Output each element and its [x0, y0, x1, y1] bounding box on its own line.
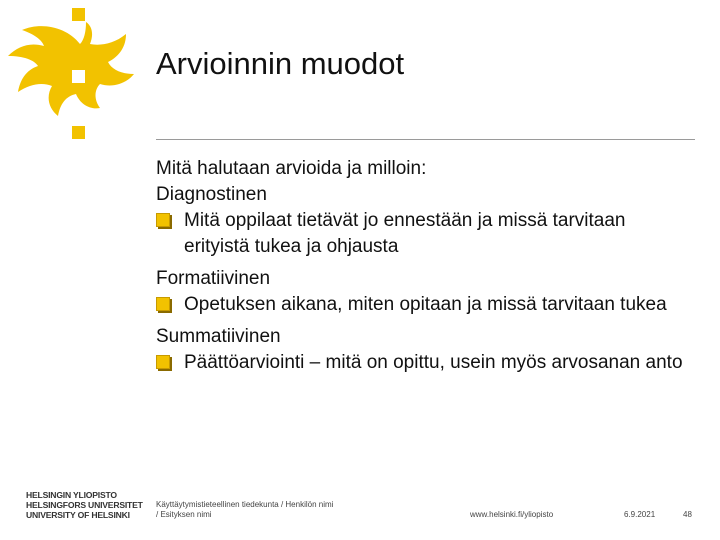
- intro-text: Mitä halutaan arvioida ja milloin:: [156, 158, 427, 179]
- bullet-item-formatiivinen: [156, 292, 696, 318]
- title-divider: [156, 139, 695, 140]
- university-flame-logo: [0, 0, 150, 150]
- footer-faculty-line2: / Esityksen nimi: [156, 510, 212, 519]
- bullet-square-icon: [156, 213, 170, 227]
- bullet-item-summatiivinen: [156, 350, 696, 376]
- bullet-text: Päättöarviointi – mitä on opittu, usein myös arvosanan anto: [184, 352, 683, 373]
- university-name-en: UNIVERSITY OF HELSINKI: [26, 510, 130, 520]
- footer-date: 6.9.2021: [624, 510, 656, 519]
- heading-diagnostinen: Diagnostinen: [156, 184, 267, 205]
- bullet-square-icon: [156, 297, 170, 311]
- slide-title: Arvioinnin muodot: [156, 46, 405, 81]
- bullet-text: Opetuksen aikana, miten opitaan ja missä tarvitaan tukea: [184, 294, 667, 315]
- university-name-fi: HELSINGIN YLIOPISTO: [26, 490, 117, 500]
- heading-formatiivinen: Formatiivinen: [156, 268, 271, 289]
- slide-body: [156, 156, 696, 382]
- bullet-square-icon: [156, 355, 170, 369]
- university-wordmark: [26, 490, 143, 520]
- bullet-item-diagnostinen: [156, 208, 696, 260]
- footer-faculty-line1: Käyttäytymistieteellinen tiedekunta / Henkilön nimi: [156, 500, 334, 509]
- bullet-text: Mitä oppilaat tietävät jo ennestään ja missä tarvitaan erityistä tukea ja ohjausta: [184, 210, 626, 257]
- university-name-sv: HELSINGFORS UNIVERSITET: [26, 500, 143, 510]
- footer-faculty: [156, 500, 333, 520]
- heading-summatiivinen: Summatiivinen: [156, 326, 281, 347]
- footer-url: www.helsinki.fi/yliopisto: [470, 510, 554, 519]
- footer-page-number: 48: [683, 510, 692, 519]
